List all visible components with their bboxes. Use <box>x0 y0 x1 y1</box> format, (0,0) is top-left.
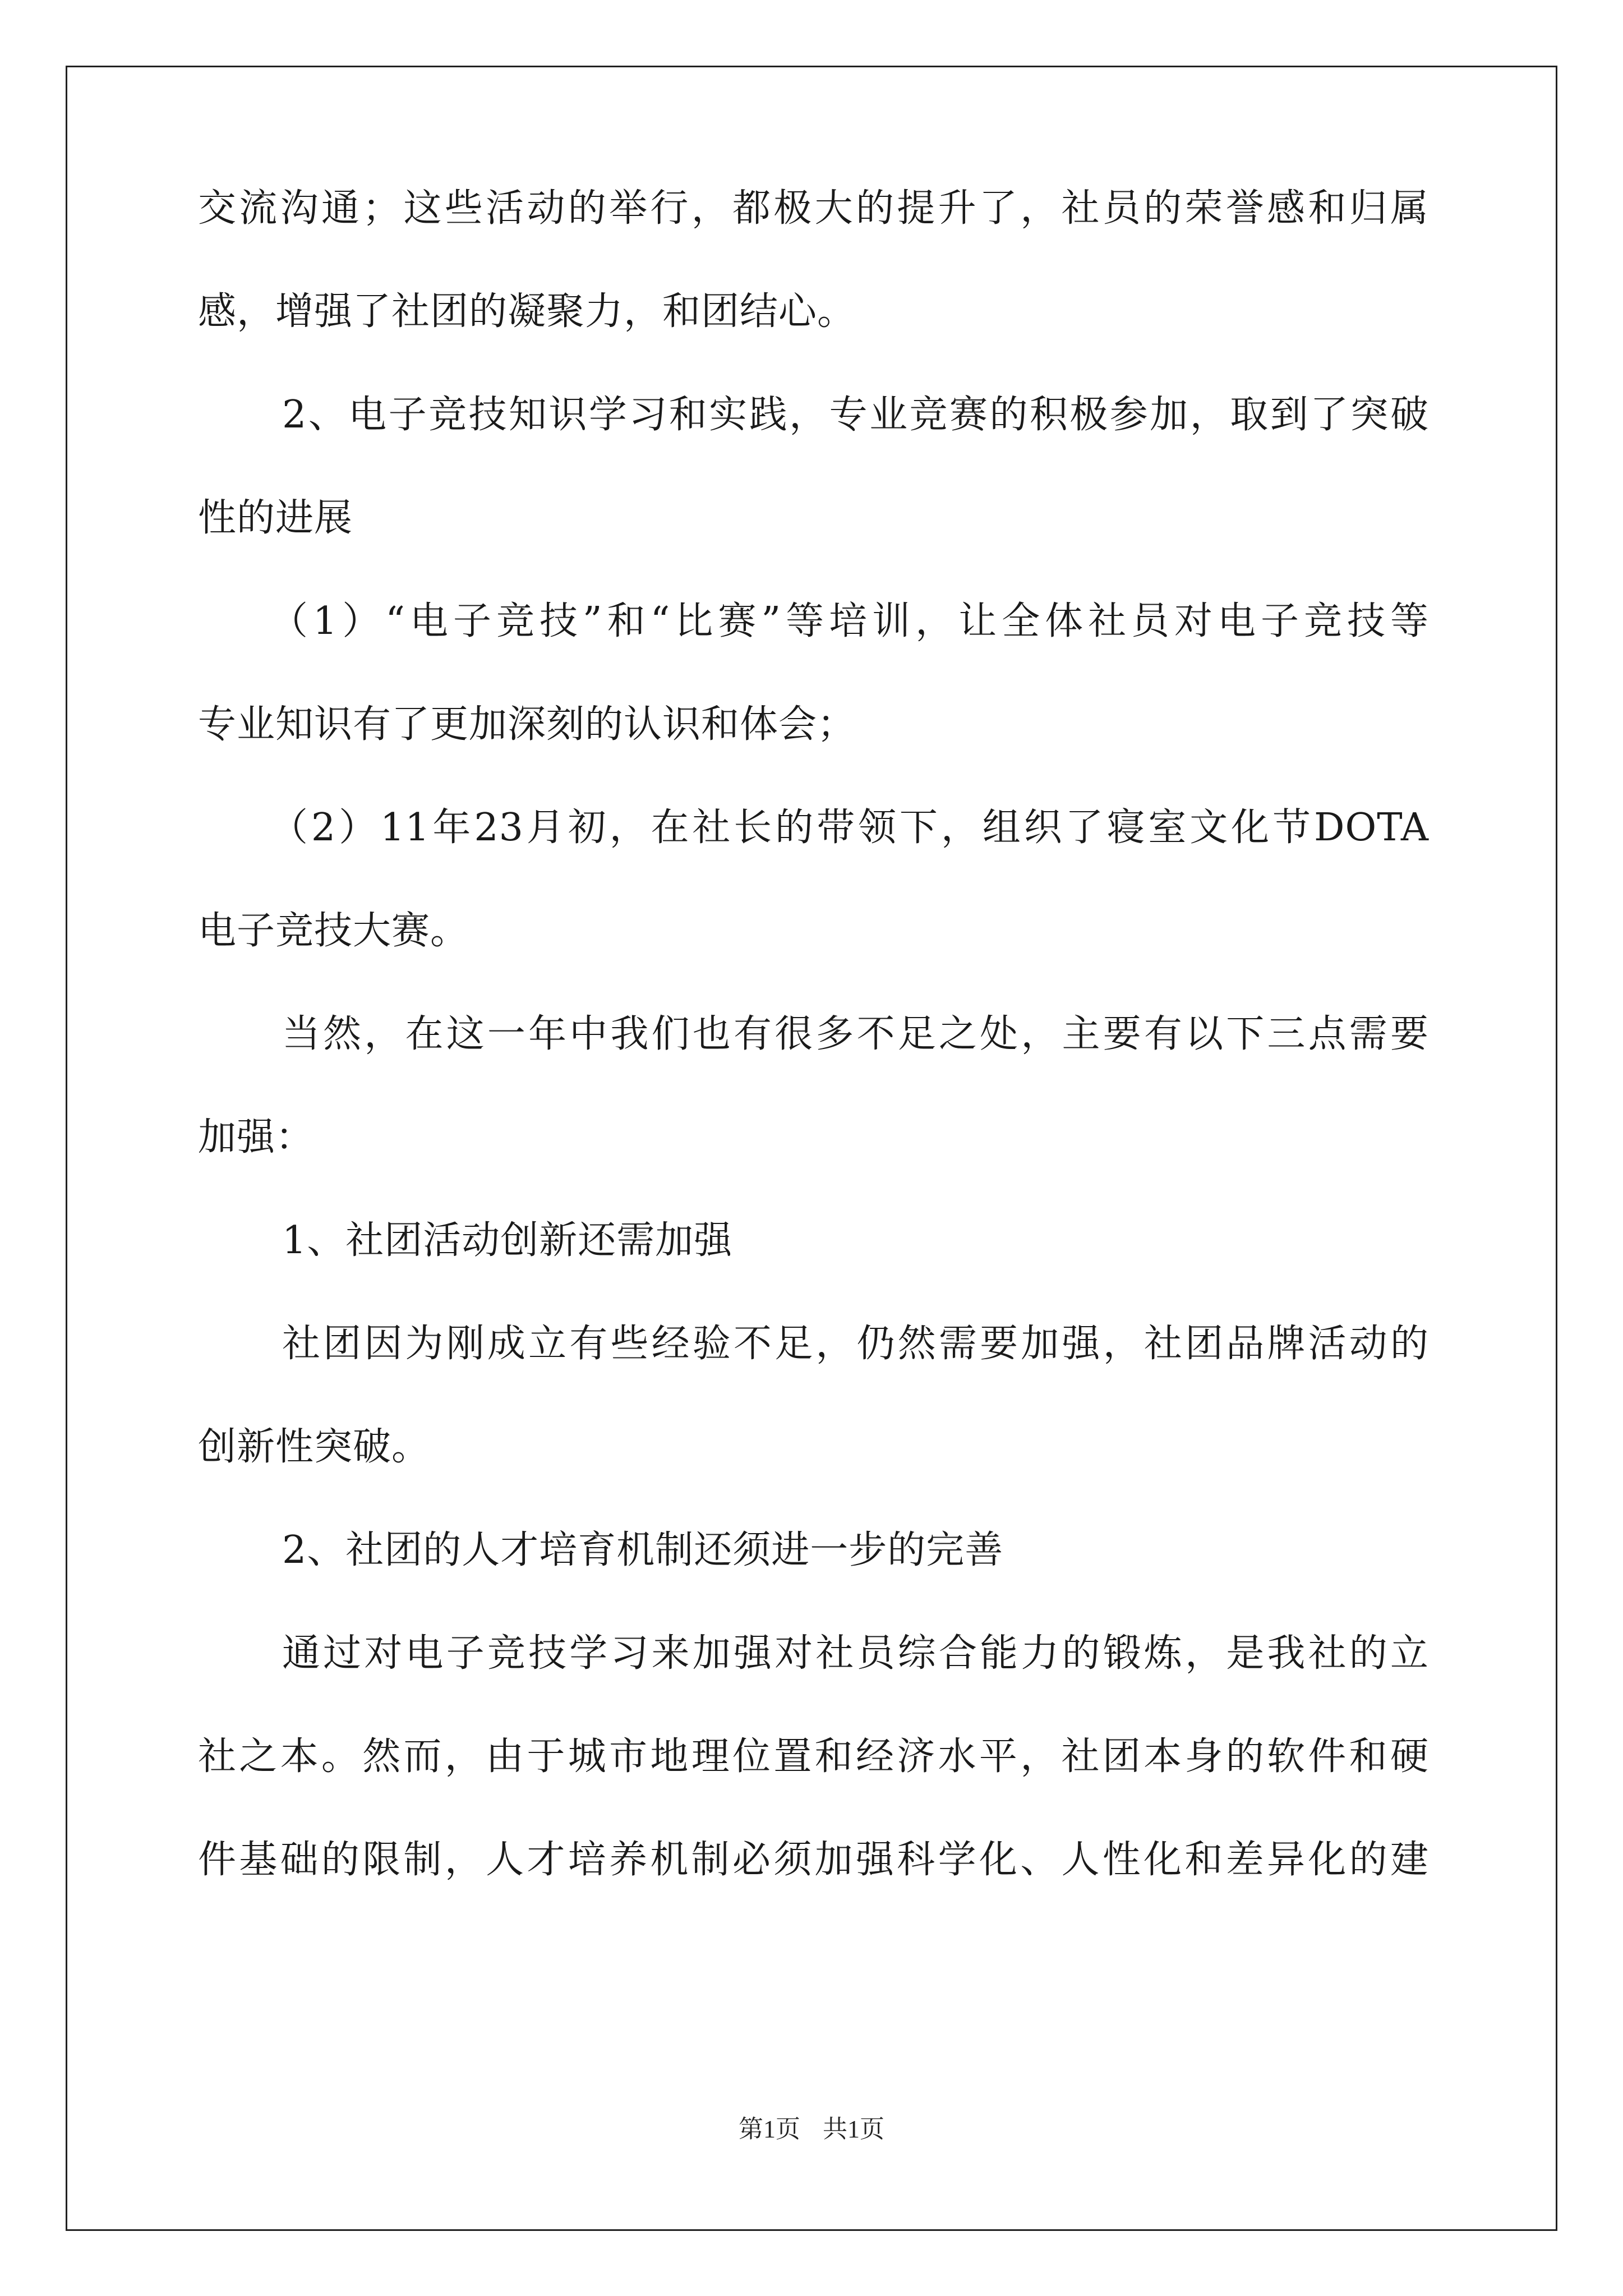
body-line: 创新性突破。 <box>198 1425 431 1469</box>
section-heading-continued: 性的进展 <box>198 496 353 540</box>
section-heading: 2、社团的人才培育机制还须进一步的完善 <box>282 1528 1004 1572</box>
section-heading: 2、电子竞技知识学习和实践，专业竞赛的积极参加，取到了突破 <box>282 393 1429 437</box>
list-item: （2）11年23月初，在社长的带领下，组织了寝室文化节DOTA <box>270 806 1429 850</box>
list-item: （1）“电子竞技”和“比赛”等培训，让全体社员对电子竞技等 <box>270 599 1429 643</box>
body-line: 通过对电子竞技学习来加强对社员综合能力的锻炼，是我社的立 <box>282 1631 1429 1676</box>
body-line: 交流沟通；这些活动的举行，都极大的提升了，社员的荣誉感和归属 <box>198 186 1429 231</box>
section-heading: 1、社团活动创新还需加强 <box>282 1218 733 1263</box>
body-line: 社团因为刚成立有些经验不足，仍然需要加强，社团品牌活动的 <box>282 1322 1429 1366</box>
document-body <box>198 185 1429 1940</box>
body-line: 加强： <box>198 1115 315 1159</box>
body-line: 感，增强了社团的凝聚力，和团结心。 <box>198 289 856 334</box>
page-footer <box>0 2114 1623 2145</box>
page-total: 共1页 <box>823 2115 884 2143</box>
body-line: 社之本。然而，由于城市地理位置和经济水平，社团本身的软件和硬 <box>198 1734 1429 1779</box>
list-item-continued: 电子竞技大赛。 <box>198 909 469 953</box>
page-number: 第1页 <box>739 2115 800 2143</box>
list-item-continued: 专业知识有了更加深刻的认识和体会； <box>198 702 856 747</box>
body-line: 当然，在这一年中我们也有很多不足之处，主要有以下三点需要 <box>282 1012 1429 1056</box>
body-line: 件基础的限制，人才培养机制必须加强科学化、人性化和差异化的建 <box>198 1838 1429 1882</box>
